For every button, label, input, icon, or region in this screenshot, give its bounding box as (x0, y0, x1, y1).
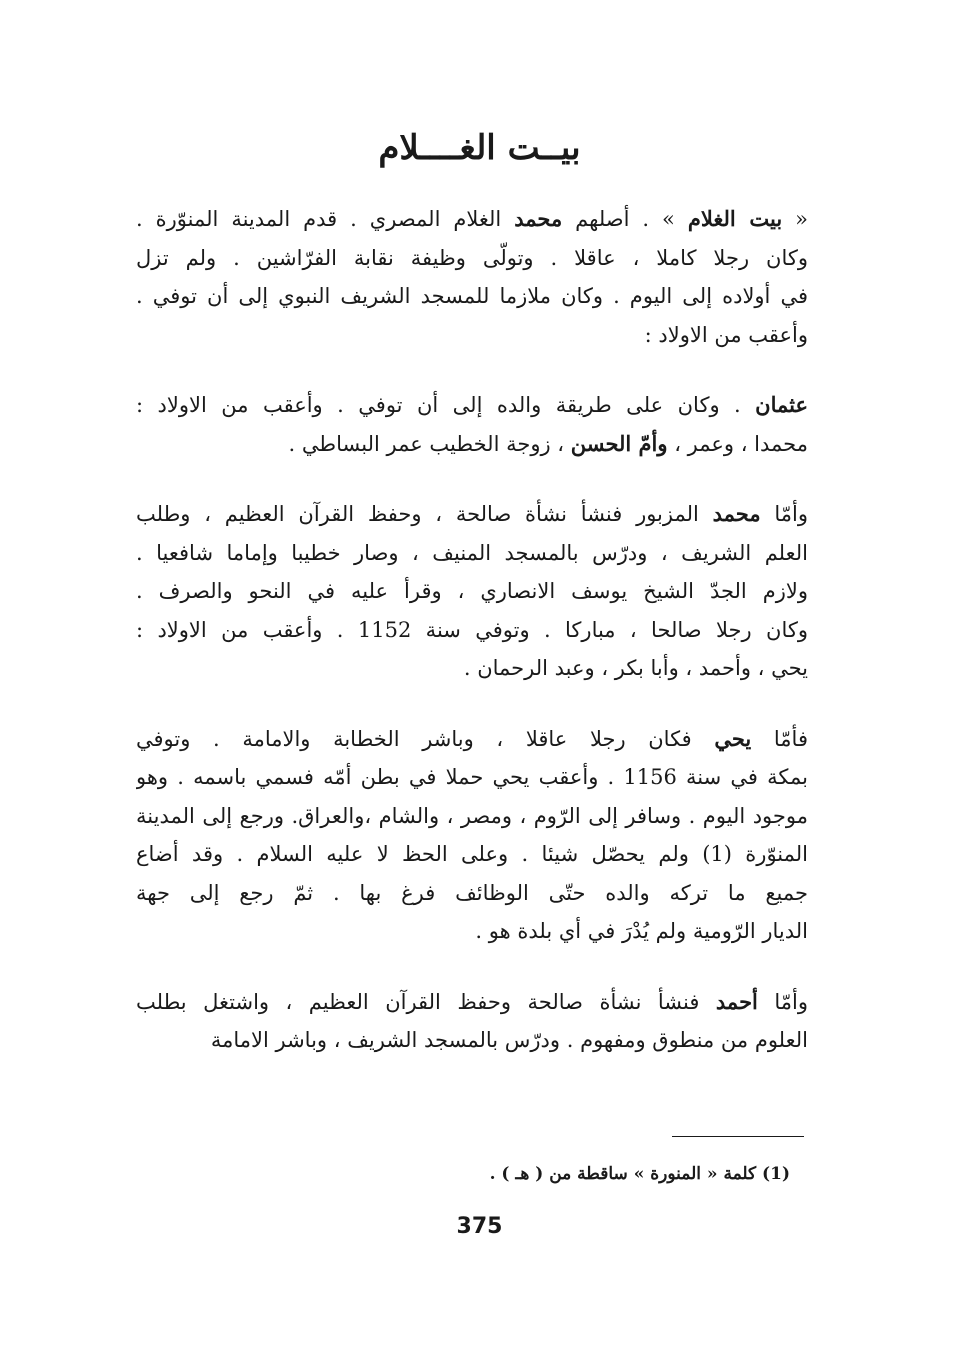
page-title: بيــت الغــــلام (378, 128, 581, 168)
body-text (136, 200, 808, 1092)
paragraph (136, 386, 808, 463)
text-line (136, 425, 808, 464)
bold-name: أحمد (715, 988, 758, 1014)
text-line (136, 386, 808, 425)
text-segment: وأمّا (757, 989, 808, 1014)
text-segment: فنشأ نشأة صالحة وحفظ القرآن العظيم ، واشتغل بطلب (136, 989, 716, 1014)
page-number: 375 (456, 1214, 503, 1239)
text-segment: جميع ما تركه والده حتّى الوظائف فرغ بها . ثمّ رجع إلى جهة (136, 880, 808, 905)
paragraph (136, 200, 808, 354)
text-segment: وكان رجلا كاملا ، عاقلا . وتولّى وظيفة نقابة الفرّاشين . ولم تزل (136, 245, 808, 270)
text-line (136, 572, 808, 611)
text-line (136, 277, 808, 316)
bold-name: عثمان (755, 392, 808, 417)
text-segment: يحي ، وأحمد ، وأبا بكر ، وعبد الرحمان . (463, 656, 808, 680)
text-line (136, 649, 808, 688)
text-segment: الغلام المصري . قدم المدينة المنوّرة . (136, 207, 515, 231)
text-line (136, 720, 808, 759)
text-segment: » . أصلهم (562, 207, 688, 231)
bold-name: يحي (714, 725, 752, 751)
text-segment: في أولاده إلى اليوم . وكان ملازما للمسجد الشريف النبوي إلى أن توفي . (136, 284, 808, 308)
text-line (136, 835, 808, 874)
text-line (136, 534, 808, 573)
text-segment: فأمّا (751, 726, 808, 751)
text-line (136, 316, 808, 355)
text-line (136, 611, 808, 650)
footnote: (1) كلمة « المنورة » ساقطة من ( هـ ) . (489, 1164, 790, 1184)
bold-name: محمد (712, 501, 761, 526)
bold-name: محمد (514, 206, 563, 231)
text-segment: ولازم الجدّ الشيخ يوسف الانصاري ، وقرأ عليه في النحو والصرف . (136, 579, 808, 603)
text-segment: فكان رجلا عاقلا ، وباشر الخطابة والامامة . وتوفي (136, 726, 715, 751)
paragraph (136, 720, 808, 951)
text-segment: . وكان على طريقة والده إلى أن توفي . وأعقب من الاولاد : (136, 393, 756, 417)
text-segment: ، زوجة الخطيب عمر البساطي . (288, 431, 571, 456)
paragraph (136, 495, 808, 688)
text-line (136, 758, 808, 797)
bold-name: وأمّ الحسن (570, 430, 668, 456)
text-segment: وكان رجلا صالحا ، مباركا . وتوفي سنة 1152 . وأعقب من الاولاد : (136, 617, 808, 642)
text-segment: بمكة في سنة 1156 . وأعقب يحي حملا في بطن أمّه فسمي باسمه . وهو (136, 765, 808, 789)
text-segment: العلم الشريف ، ودرّس بالمسجد المنيف ، وصار خطيبا وإماما شافعيا . (136, 540, 808, 565)
text-segment: محمدا ، وعمر ، (667, 431, 808, 456)
bold-name: بيت الغلام (687, 206, 783, 231)
footnote-divider (672, 1136, 804, 1137)
text-segment: الديار الرّومية ولم يُدْرَ في أي بلدة هو . (475, 919, 808, 943)
text-line (136, 983, 808, 1022)
paragraph (136, 983, 808, 1060)
text-line (136, 239, 808, 278)
text-segment: المزبور فنشأ نشأة صالحة ، وحفظ القرآن العظيم ، وطلب (136, 502, 713, 526)
text-segment: موجود اليوم . وسافر إلى الرّوم ، ومصر ، والشام ،والعراق. ورجع إلى المدينة (136, 803, 808, 828)
text-segment: المنوّرة (1) ولم يحصّل شيئا . وعلى الحظ لا عليه السلام . وقد أضاع (136, 842, 808, 866)
text-segment: وأمّا (760, 502, 808, 526)
text-line (136, 1021, 808, 1060)
text-line (136, 874, 808, 913)
text-segment: « (782, 207, 808, 231)
text-line (136, 495, 808, 534)
text-line (136, 797, 808, 836)
text-line (136, 912, 808, 951)
text-line (136, 200, 808, 239)
text-segment: العلوم من منطوق ومفهوم . ودرّس بالمسجد الشريف ، وباشر الامامة (210, 1028, 808, 1052)
text-segment: وأعقب من الاولاد : (644, 322, 808, 347)
